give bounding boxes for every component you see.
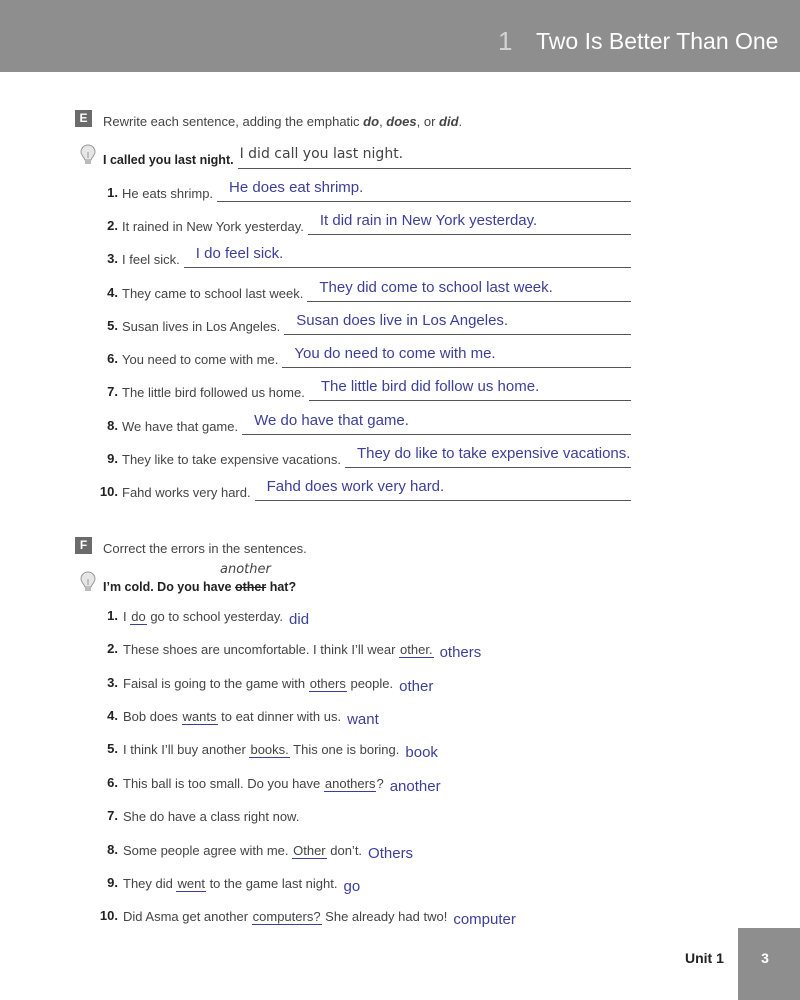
lightbulb-icon <box>80 570 96 594</box>
error-word: Other <box>293 843 326 858</box>
answer-line[interactable] <box>284 334 631 335</box>
example-row <box>96 146 631 172</box>
item-number: 4. <box>107 285 118 300</box>
item-number: 1. <box>107 608 118 623</box>
exercise-row <box>96 445 631 471</box>
answer-line[interactable] <box>238 168 631 169</box>
answer-line[interactable] <box>217 201 631 202</box>
item-number: 10. <box>99 908 118 923</box>
written-answer: They do like to take expensive vacations. <box>356 445 631 462</box>
unit-number: 1 <box>498 26 513 56</box>
item-number: 5. <box>107 318 118 333</box>
written-answer: He does eat shrimp. <box>229 179 364 196</box>
sentence-text: Fahd works very hard. <box>122 485 251 500</box>
footer-unit-label: Unit 1 <box>685 950 724 966</box>
written-correction: other <box>399 678 434 695</box>
exercise-row <box>96 212 631 238</box>
item-number: 3. <box>107 251 118 266</box>
answer-line[interactable] <box>255 500 631 501</box>
item-number: 10. <box>99 484 118 499</box>
sentence-text: Susan lives in Los Angeles. <box>122 319 281 334</box>
item-number: 1. <box>107 185 118 200</box>
exercise-row <box>96 245 631 271</box>
example-sentence: I called you last night. <box>103 153 234 167</box>
sentence-text: These shoes are uncomfortable. I think I’ll wear other. <box>123 642 433 657</box>
item-number: 4. <box>107 708 118 723</box>
exercise-row <box>96 412 631 438</box>
page-header <box>0 0 800 72</box>
error-word: other. <box>400 642 433 657</box>
exercise-row <box>96 478 631 504</box>
written-answer: Susan does live in Los Angeles. <box>296 312 509 329</box>
item-number: 2. <box>107 218 118 233</box>
error-word: computers? <box>252 909 321 924</box>
section-f-badge: F <box>75 537 92 554</box>
item-number: 6. <box>107 775 118 790</box>
page-number: 3 <box>761 950 769 966</box>
answer-line[interactable] <box>307 301 631 302</box>
item-number: 8. <box>107 842 118 857</box>
correction-row <box>96 675 656 695</box>
written-correction: book <box>405 744 438 761</box>
correction-row <box>96 608 656 628</box>
exercise-row <box>96 378 631 404</box>
written-answer: I do feel sick. <box>195 245 284 262</box>
sentence-text: I feel sick. <box>122 252 180 267</box>
section-e-badge: E <box>75 110 92 127</box>
written-answer: You do need to come with me. <box>294 345 496 362</box>
correction-row <box>96 775 656 795</box>
written-correction: another <box>389 778 441 795</box>
example-answer: I did call you last night. <box>239 146 404 162</box>
sentence-text: Faisal is going to the game with others people. <box>123 676 394 691</box>
written-correction: computer <box>453 911 516 928</box>
item-number: 6. <box>107 351 118 366</box>
sentence-text: You need to come with me. <box>122 352 279 367</box>
written-correction: go <box>343 878 361 895</box>
written-correction: did <box>289 611 310 628</box>
sentence-text: We have that game. <box>122 419 239 434</box>
sentence-text: It rained in New York yesterday. <box>122 219 304 234</box>
error-word: anothers <box>324 776 376 791</box>
exercise-row <box>96 279 631 305</box>
exercise-row <box>96 179 631 205</box>
sentence-text: He eats shrimp. <box>122 186 214 201</box>
answer-line[interactable] <box>309 400 631 401</box>
item-number: 7. <box>107 808 118 823</box>
item-number: 2. <box>107 641 118 656</box>
written-answer: The little bird did follow us home. <box>320 378 540 395</box>
exercise-row <box>96 345 631 371</box>
sentence-text: They came to school last week. <box>122 286 304 301</box>
answer-line[interactable] <box>308 234 631 235</box>
item-number: 9. <box>107 451 118 466</box>
sentence-text: I think I’ll buy another books. This one is boring. <box>123 742 400 757</box>
unit-title: Two Is Better Than One <box>536 28 779 54</box>
section-f-instruction: Correct the errors in the sentences. <box>103 541 307 556</box>
correction-row <box>96 908 656 928</box>
sentence-text: I do go to school yesterday. <box>123 609 284 624</box>
footer-page-box <box>738 928 800 1000</box>
error-word: books. <box>250 742 289 757</box>
section-e-instruction: Rewrite each sentence, adding the emphatic do, does, or did. <box>103 114 463 129</box>
item-number: 5. <box>107 741 118 756</box>
lightbulb-icon <box>80 143 96 167</box>
item-number: 9. <box>107 875 118 890</box>
correction-row <box>96 808 656 828</box>
sentence-text: Did Asma get another computers? She already had two! <box>123 909 448 924</box>
written-correction: others <box>439 644 482 661</box>
error-word: went <box>177 876 205 891</box>
written-answer: They did come to school last week. <box>319 279 553 296</box>
item-number: 3. <box>107 675 118 690</box>
sentence-text: They did went to the game last night. <box>123 876 338 891</box>
written-correction: Others <box>368 845 414 862</box>
written-correction: want <box>347 711 379 728</box>
answer-line[interactable] <box>282 367 631 368</box>
sentence-text: They like to take expensive vacations. <box>122 452 341 467</box>
sentence-text: Bob does wants to eat dinner with us. <box>123 709 342 724</box>
error-word: others <box>309 676 346 691</box>
correction-row <box>96 741 656 761</box>
correction-row <box>96 875 656 895</box>
section-f-example: I’m cold. Do you have other hat? <box>103 580 297 594</box>
sentence-text: Some people agree with me. Other don’t. <box>123 843 363 858</box>
error-word: do <box>131 609 146 624</box>
answer-line[interactable] <box>184 267 631 268</box>
answer-line[interactable] <box>242 434 631 435</box>
sentence-text: She do have a class right now. <box>123 809 300 824</box>
written-answer: Fahd does work very hard. <box>266 478 445 495</box>
exercise-row <box>96 312 631 338</box>
example-correction: another <box>220 562 271 577</box>
sentence-text: This ball is too small. Do you have anothers? <box>123 776 384 791</box>
item-number: 8. <box>107 418 118 433</box>
item-number: 7. <box>107 384 118 399</box>
sentence-text: The little bird followed us home. <box>122 385 305 400</box>
correction-row <box>96 641 656 661</box>
answer-line[interactable] <box>345 467 631 468</box>
written-answer: It did rain in New York yesterday. <box>319 212 538 229</box>
error-word: wants <box>182 709 217 724</box>
written-answer: We do have that game. <box>254 412 409 429</box>
